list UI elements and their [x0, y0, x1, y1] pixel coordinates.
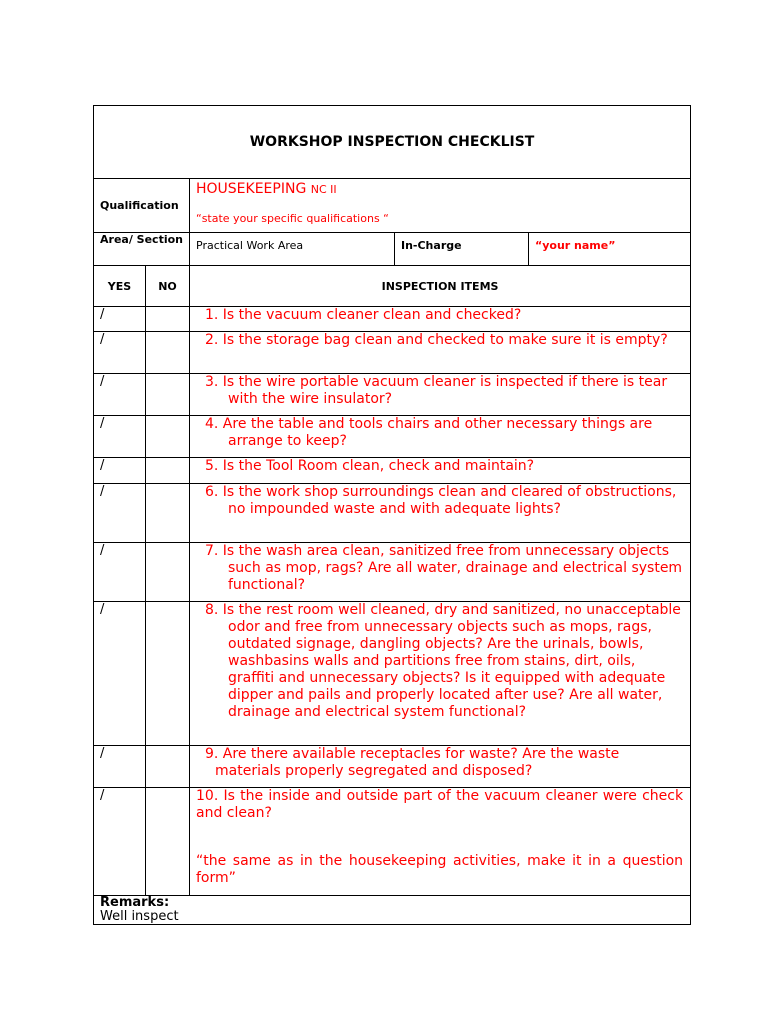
page-title: WORKSHOP INSPECTION CHECKLIST	[94, 106, 691, 179]
table-row	[94, 416, 691, 458]
yes-mark: /	[94, 332, 146, 374]
remarks-value: Well inspect	[100, 909, 179, 924]
table-row	[94, 788, 691, 896]
inspection-item: 1. Is the vacuum cleaner clean and checked?	[190, 307, 691, 332]
qualification-level: NC II	[310, 183, 337, 196]
table-row	[94, 602, 691, 746]
yes-mark: /	[94, 602, 146, 746]
no-cell	[146, 543, 190, 602]
yes-mark: /	[94, 458, 146, 484]
inspection-item-note: “the same as in the housekeeping activities, make it in a question form”	[196, 853, 684, 886]
no-cell	[146, 746, 190, 788]
yes-mark: /	[94, 543, 146, 602]
no-cell	[146, 788, 190, 896]
table-row	[94, 746, 691, 788]
yes-column-header: YES	[94, 266, 146, 307]
no-cell	[146, 458, 190, 484]
inspection-items-header: INSPECTION ITEMS	[190, 266, 691, 307]
remarks-row	[94, 896, 691, 925]
inspection-item: 7. Is the wash area clean, sanitized free from unnecessary objects such as mop, rags? Are all water, drainage and electrical system functional?	[190, 543, 691, 602]
remarks-cell	[94, 896, 691, 925]
table-row	[94, 374, 691, 416]
inspection-item: 3. Is the wire portable vacuum cleaner is inspected if there is tear with the wire insulator?	[190, 374, 691, 416]
inspection-item-text: 10. Is the inside and outside part of the vacuum cleaner were check and clean?	[196, 788, 684, 821]
table-row	[94, 458, 691, 484]
qualification-row	[94, 179, 691, 233]
no-column-header: NO	[146, 266, 190, 307]
yes-mark: /	[94, 307, 146, 332]
yes-mark: /	[94, 416, 146, 458]
yes-mark: /	[94, 374, 146, 416]
no-cell	[146, 484, 190, 543]
column-header-row	[94, 266, 691, 307]
no-cell	[146, 416, 190, 458]
inspection-item: 4. Are the table and tools chairs and other necessary things are arrange to keep?	[190, 416, 691, 458]
area-row	[94, 233, 691, 266]
inspection-item: 6. Is the work shop surroundings clean and cleared of obstructions, no impounded waste and with adequate lights?	[190, 484, 691, 543]
remarks-label: Remarks:	[100, 895, 170, 910]
area-label: Area/ Section	[94, 233, 190, 266]
qualification-value	[190, 179, 691, 233]
inspection-item: 9. Are there available receptacles for waste? Are the waste materials properly segregated and disposed?	[190, 746, 691, 788]
yes-mark: /	[94, 746, 146, 788]
table-row	[94, 543, 691, 602]
table-row	[94, 484, 691, 543]
yes-mark: /	[94, 484, 146, 543]
table-row	[94, 332, 691, 374]
qualification-label: Qualification	[94, 179, 190, 233]
inspection-item	[190, 788, 691, 896]
checklist-table	[93, 105, 691, 925]
no-cell	[146, 332, 190, 374]
no-cell	[146, 307, 190, 332]
yes-mark: /	[94, 788, 146, 896]
inspection-item: 8. Is the rest room well cleaned, dry and sanitized, no unacceptable odor and free from unnecessary objects such as mops, rags, outdated signage, dangling objects? Are the urinals, bowls, washbasins walls and partitions free from stains, dirt, oils, graffiti and unnecessary objects? Is it equipped with adequate dipper and pails and properly located after use? Are all water, drainage and electrical system functional?	[190, 602, 691, 746]
table-row	[94, 307, 691, 332]
no-cell	[146, 374, 190, 416]
inspection-item: 2. Is the storage bag clean and checked to make sure it is empty?	[190, 332, 691, 374]
no-cell	[146, 602, 190, 746]
inspection-checklist-document	[93, 105, 690, 925]
qualification-note: “state your specific qualifications “	[196, 212, 389, 225]
incharge-label: In-Charge	[395, 233, 529, 266]
title-row	[94, 106, 691, 179]
area-value: Practical Work Area	[190, 233, 395, 266]
qualification-name: HOUSEKEEPING	[196, 181, 307, 197]
incharge-value: “your name”	[529, 233, 691, 266]
inspection-item: 5. Is the Tool Room clean, check and maintain?	[190, 458, 691, 484]
